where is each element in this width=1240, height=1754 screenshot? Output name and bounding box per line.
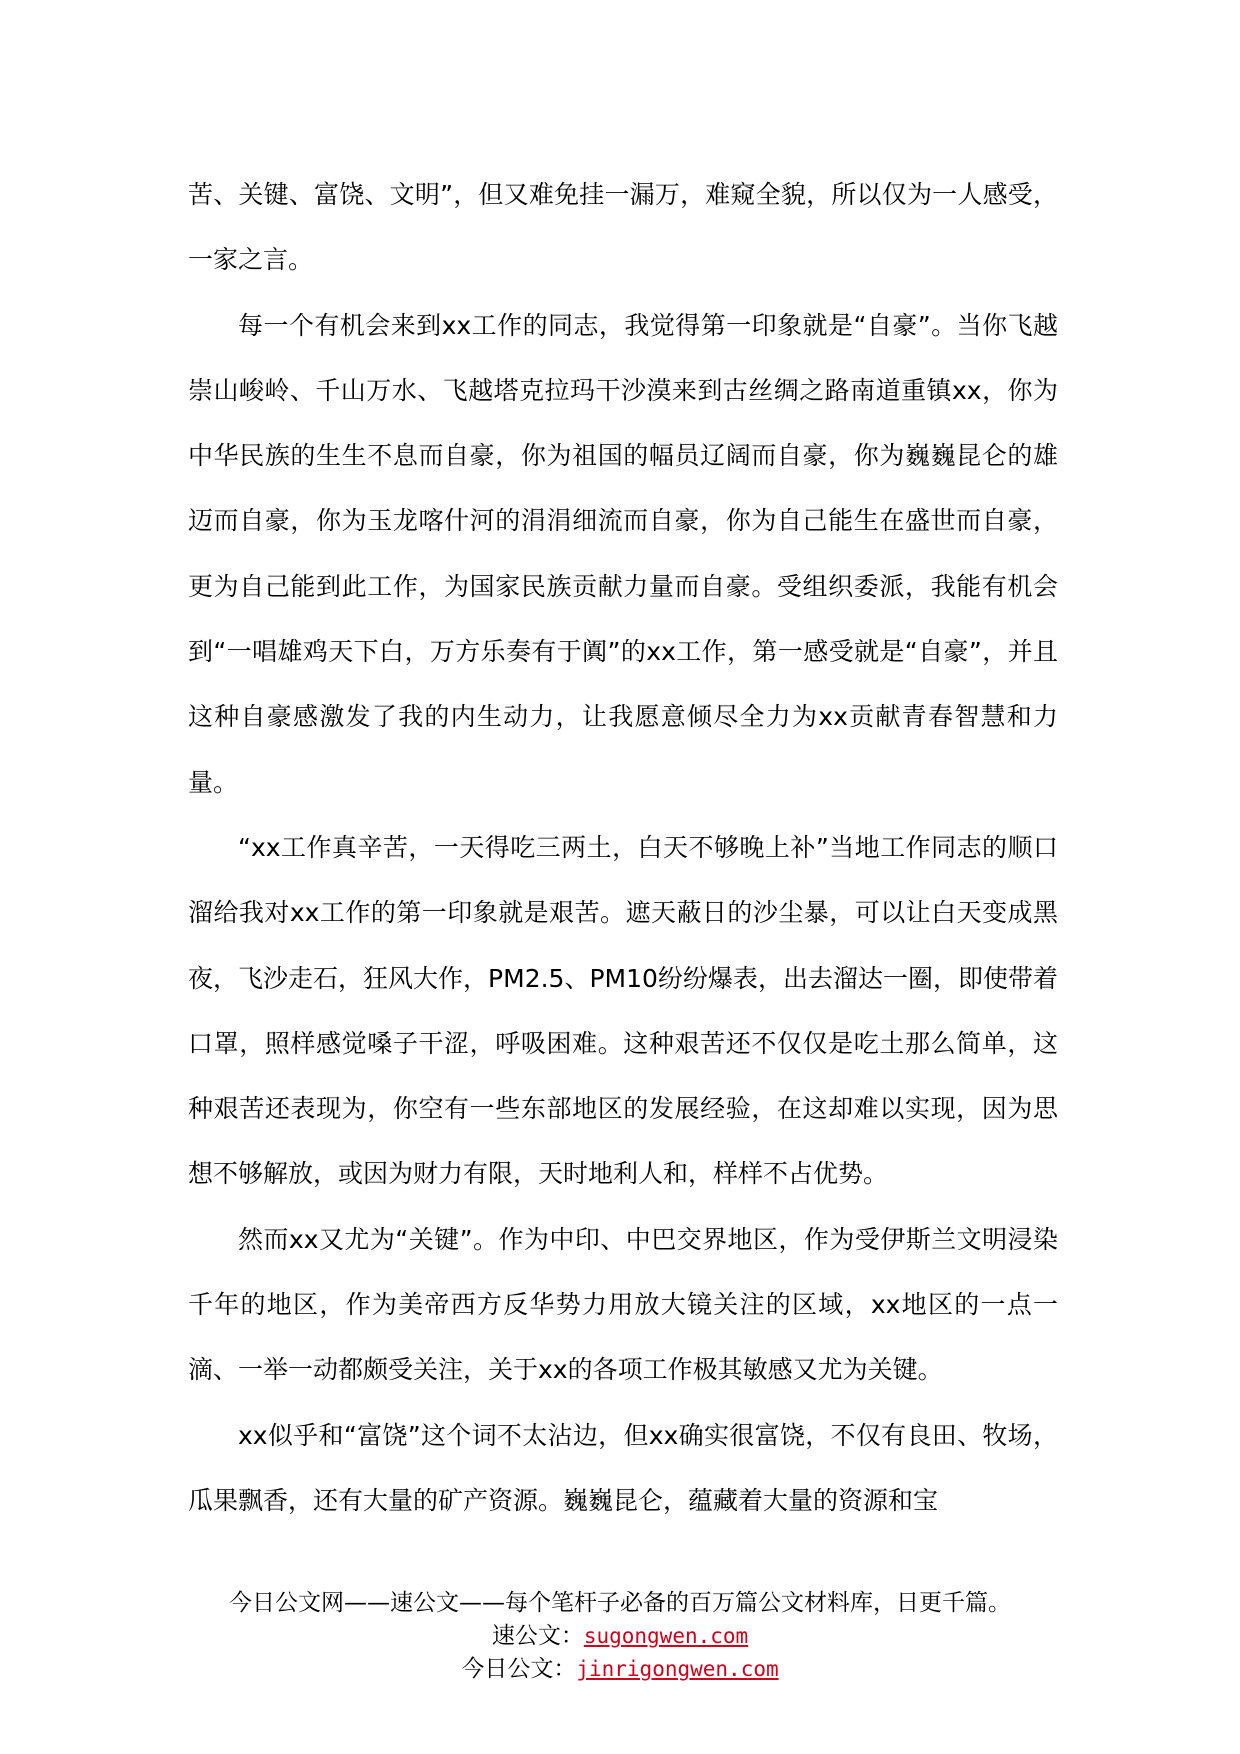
paragraph-2: 每一个有机会来到xx工作的同志，我觉得第一印象就是“自豪”。当你飞越崇山峻岭、千山万水、飞越塔克拉玛干沙漠来到古丝绸之路南道重镇xx，你为中华民族的生生不息而自豪，你为祖国的幅员辽阔而自豪，你为巍巍昆仑的雄迈而自豪，你为玉龙喀什河的涓涓细流而自豪，你为自己能生在盛世而自豪，更为自己能到此工作，为国家民族贡献力量而自豪。受组织委派，我能有机会到“一唱雄鸡天下白，万方乐奏有于阗”的xx工作，第一感受就是“自豪”，并且这种自豪感激发了我的内生动力，让我愿意倾尽全力为xx贡献青春智慧和力量。 <box>188 310 1058 797</box>
footer-line-jinrigongwen <box>0 1653 1240 1686</box>
footer <box>0 1587 1240 1686</box>
paragraph-4: 然而xx又尤为“关键”。作为中印、中巴交界地区，作为受伊斯兰文明浸染千年的地区，作为美帝西方反华势力用放大镜关注的区域，xx地区的一点一滴、一举一动都颇受关注，关于xx的各项工作极其敏感又尤为关键。 <box>188 1224 1058 1385</box>
paragraph-5: xx似乎和“富饶”这个词不太沾边，但xx确实很富饶，不仅有良田、牧场，瓜果飘香，还有大量的矿产资源。巍巍昆仑，蕴藏着大量的资源和宝 <box>188 1420 1058 1515</box>
document-body <box>188 162 1058 1533</box>
paragraph-3: “xx工作真辛苦，一天得吃三两土，白天不够晚上补”当地工作同志的顺口溜给我对xx工作的第一印象就是艰苦。遮天蔽日的沙尘暴，可以让白天变成黑夜，飞沙走石，狂风大作，PM2.5、PM10纷纷爆表，出去溜达一圈，即使带着口罩，照样感觉嗓子干涩，呼吸困难。这种艰苦还不仅仅是吃土那么简单，这种艰苦还表现为，你空有一些东部地区的发展经验，在这却难以实现，因为思想不够解放，或因为财力有限，天时地利人和，样样不占优势。 <box>188 832 1058 1189</box>
paragraph-1: 苦、关键、富饶、文明”，但又难免挂一漏万，难窥全貌，所以仅为一人感受，一家之言。 <box>188 180 1058 275</box>
sugongwen-link[interactable]: sugongwen.com <box>583 1624 749 1648</box>
footer-slogan: 今日公文网——速公文——每个笔杆子必备的百万篇公文材料库，日更千篇。 <box>229 1590 1011 1616</box>
jinrigongwen-link[interactable]: jinrigongwen.com <box>576 1657 779 1681</box>
footer-label-jinrigongwen: 今日公文： <box>461 1656 577 1682</box>
footer-line-sugongwen <box>0 1620 1240 1653</box>
footer-label-sugongwen: 速公文： <box>491 1623 584 1649</box>
